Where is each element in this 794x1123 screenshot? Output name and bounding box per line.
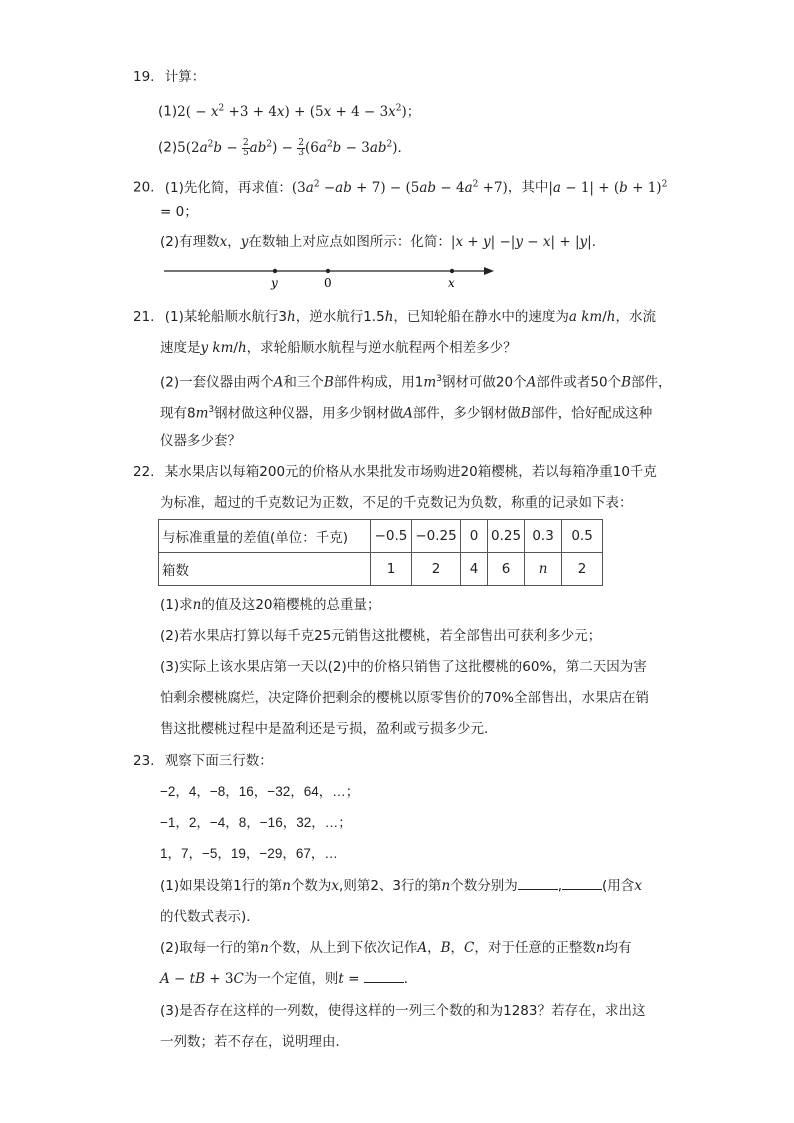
q19-number: 19. [133,69,155,85]
table-cell: 1 [371,553,412,586]
table-cell: 0 [461,520,488,553]
answer-blank-3[interactable] [364,970,404,983]
q23-heading: 23. 观察下面三行数： [133,753,273,769]
q20-line3: (2)有理数x，y在数轴上对应点如图所示：化简：|x + y| −|y − x| + |y|． [160,234,606,250]
q23-part1-line2: 的代数式表示)． [160,909,260,925]
q22-part3-line1: (3)实际上该水果店第一天以(2)中的价格只销售了这批樱桃的60%，第二天因为害 [160,659,647,675]
table-cell: 0.3 [525,520,562,553]
q21-number: 21. [133,309,155,325]
point-y [273,269,277,273]
q22-number: 22. [133,464,155,480]
q23-row1: −2，4，−8，16，−32，64，…； [160,784,360,799]
q22-part3-line2: 怕剩余樱桃腐烂，决定降价把剩余的樱桃以原零售价的70%全部售出，水果店在销 [160,690,650,706]
q23-part3-line2: 一列数；若不存在，说明理由． [160,1034,349,1050]
number-line [160,262,500,290]
table-cell: 2 [412,553,461,586]
q22-part2: (2)若水果店打算以每千克25元销售这批樱桃，若全部售出可获利多少元； [160,628,602,644]
table-cell: 2 [562,553,603,586]
q19-part2: $(2)5(2a^2b$ − $\frac{2}{5}$ $ab^2$) − $\frac{2}{3}$ $(6a^2b - 3ab^2)$． [158,137,412,158]
q23-row2: −1，2，−4，8，−16，32，…； [160,815,352,830]
label-zero: 0 [324,276,332,290]
table-cell: −0.25 [412,520,461,553]
point-x [450,269,454,273]
q22-part1: (1)求n的值及这20箱樱桃的总重量； [160,597,381,613]
q20-line1: 20. (1)先化简，再求值：$(3a^2 -ab + 7) - (5ab - 4a^2 +7)$，其中$|a - 1| + (b + 1)^2$ [133,179,668,196]
q19-title: 计算： [164,69,206,85]
q22-part3-line3: 售这批樱桃过程中是盈利还是亏损，盈利或亏损多少元． [160,721,498,737]
table-cell: 6 [488,553,525,586]
q23-part1-line1: (1)如果设第1行的第n个数为x,则第2、3行的第n个数分别为 , (用含x [160,878,642,894]
q22-line1: 22. 某水果店以每箱200元的价格从水果批发市场购进20箱樱桃，若以每箱净重10千克 [133,464,657,480]
q20-line2: = 0； [160,204,198,220]
q21-line3: (2)一套仪器由两个A和三个B部件构成，用$1m^3$钢材可做20个A部件或者50个B部件， [160,374,672,391]
table-cell: n [525,553,562,586]
answer-blank-2[interactable] [562,877,602,890]
table-header-cell: 与标准重量的差值(单位：千克) [159,520,371,553]
q21-line4: 现有$8m^3$钢材做这种仪器，用多少钢材做A部件，多少钢材做B部件，恰好配成这种 [160,405,653,422]
table-row [159,553,603,586]
q21-line1: 21. (1)某轮船顺水航行3h，逆水航行1.5h，已知轮船在静水中的速度为a km/h，水流 [133,309,656,325]
point-zero [326,269,330,273]
q22-line2: 为标准，超过的千克数记为正数，不足的千克数记为负数，称重的记录如下表： [160,495,633,511]
table-cell: 0.25 [488,520,525,553]
q23-number: 23. [133,753,155,769]
q21-line2: 速度是y km/h，求轮船顺水航程与逆水航程两个相差多少？ [160,340,517,356]
q23-part2-line2: A − tB + 3C为一个定值，则t = ． [160,971,418,987]
table-row [159,520,603,553]
q20-number: 20. [133,179,155,196]
q23-row3: 1，7，−5，19，−29，67，… [160,846,338,861]
q19-heading [133,68,205,86]
answer-blank-1[interactable] [518,877,558,890]
q23-part3-line1: (3)是否存在这样的一列数，使得这样的一列三个数的和为1283？若存在，求出这 [160,1003,646,1019]
label-y: y [271,276,278,290]
table-cell: 0.5 [562,520,603,553]
q19-part1: $(1)2( - x^2 +3 + 4x) + (5x + 4 - 3x^2)$； [158,103,421,120]
label-x: x [448,276,455,290]
table-header-cell: 箱数 [159,553,371,586]
q23-part2-line1: (2)取每一行的第n个数，从上到下依次记作A，B，C，对于任意的正整数n均有 [160,940,632,956]
q21-line5: 仪器多少套？ [160,433,241,449]
table-cell: −0.5 [371,520,412,553]
weight-record-table [158,519,603,586]
table-cell: 4 [461,553,488,586]
